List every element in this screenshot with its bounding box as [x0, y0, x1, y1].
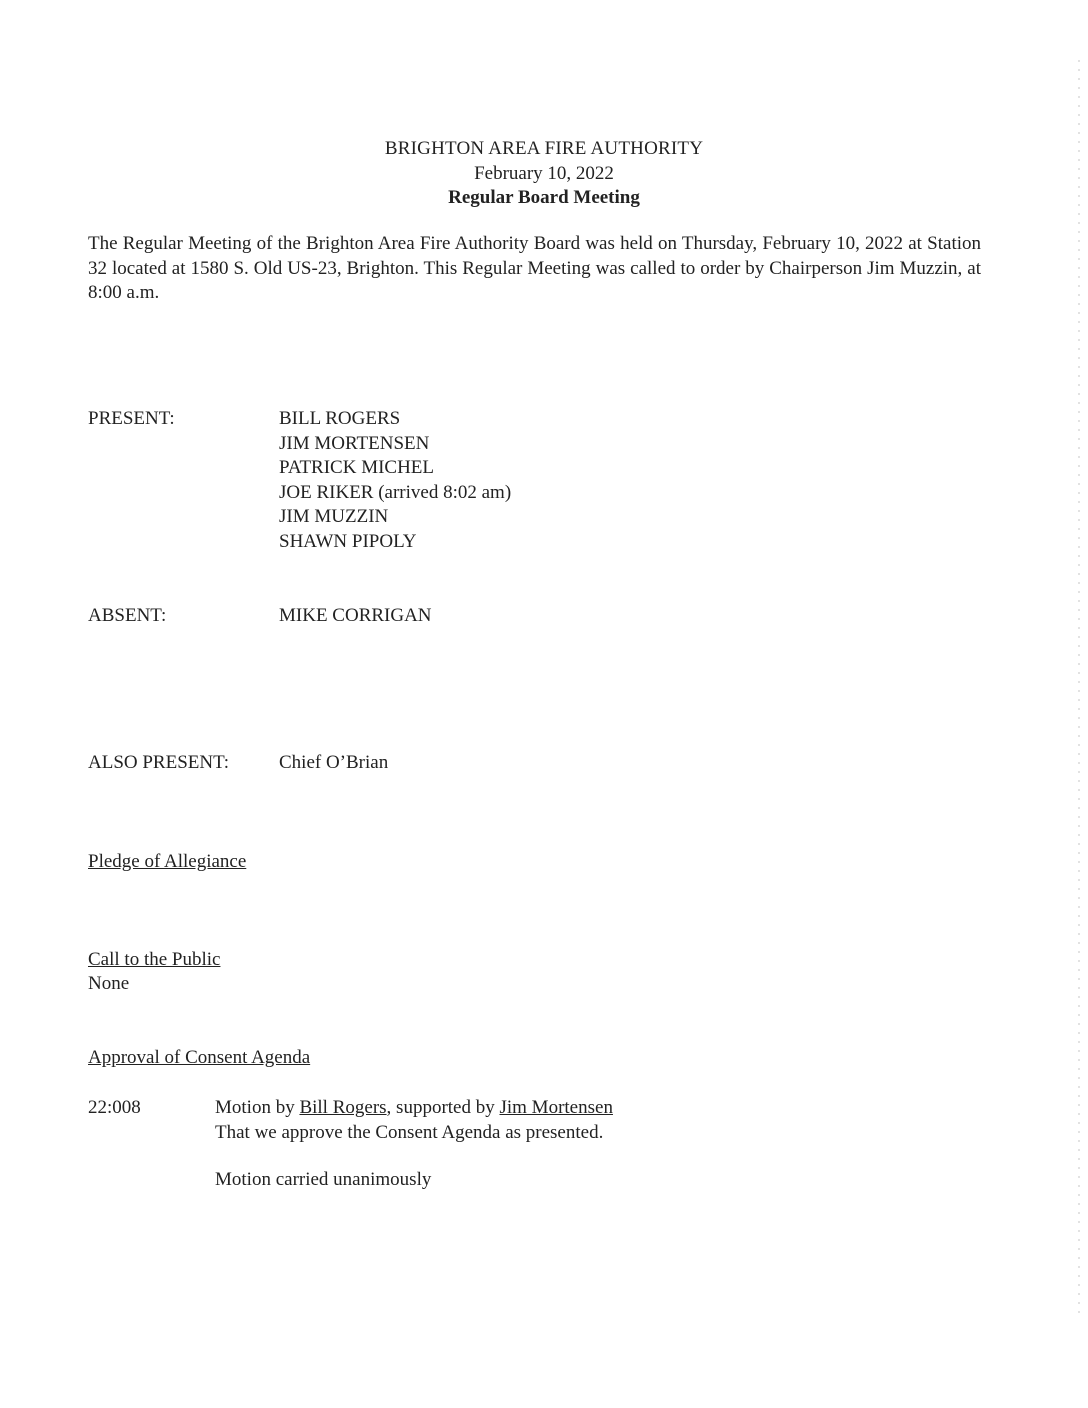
- motion-number: 22:008: [88, 1097, 141, 1118]
- absent-label: ABSENT:: [88, 605, 167, 626]
- motion-middle: , supported by: [386, 1097, 500, 1118]
- present-member: PATRICK MICHEL: [279, 457, 435, 478]
- motion-supporter: Jim Mortensen: [499, 1097, 613, 1118]
- pledge-heading: Pledge of Allegiance: [88, 851, 247, 872]
- present-label: PRESENT:: [88, 408, 175, 429]
- present-member: BILL ROGERS: [279, 408, 401, 429]
- call-to-public-text: None: [88, 973, 130, 994]
- motion-body: [215, 1096, 613, 1145]
- present-member: JOE RIKER (arrived 8:02 am): [279, 481, 512, 503]
- motion-prefix: Motion by: [215, 1097, 300, 1118]
- meeting-date: February 10, 2022: [474, 163, 614, 184]
- motion-line: [215, 1096, 613, 1121]
- motion-mover: Bill Rogers: [299, 1097, 387, 1118]
- scan-edge-artifact: [1078, 60, 1080, 1320]
- present-member: SHAWN PIPOLY: [279, 530, 417, 552]
- motion-result: Motion carried unanimously: [215, 1169, 432, 1190]
- meeting-type: Regular Board Meeting: [448, 187, 640, 208]
- also-present-member: Chief O’Brian: [279, 752, 389, 773]
- motion-text: That we approve the Consent Agenda as presented.: [215, 1121, 604, 1143]
- present-member: JIM MUZZIN: [279, 506, 389, 527]
- call-to-public-heading: Call to the Public: [88, 949, 221, 970]
- intro-paragraph: The Regular Meeting of the Brighton Area Fire Authority Board was held on Thursday, February 10, 2022 at Station 32 located at 1580 S. Old US-23, Brighton. This Regular Meeting was called to order by Chairperson Jim Muzzin, at 8:00 a.m.: [88, 233, 981, 303]
- present-member: JIM MORTENSEN: [279, 432, 430, 454]
- consent-agenda-heading: Approval of Consent Agenda: [88, 1047, 311, 1068]
- also-present-label: ALSO PRESENT:: [88, 752, 230, 773]
- present-list: [279, 407, 511, 554]
- absent-member: MIKE CORRIGAN: [279, 605, 432, 626]
- organization-title: BRIGHTON AREA FIRE AUTHORITY: [384, 138, 704, 159]
